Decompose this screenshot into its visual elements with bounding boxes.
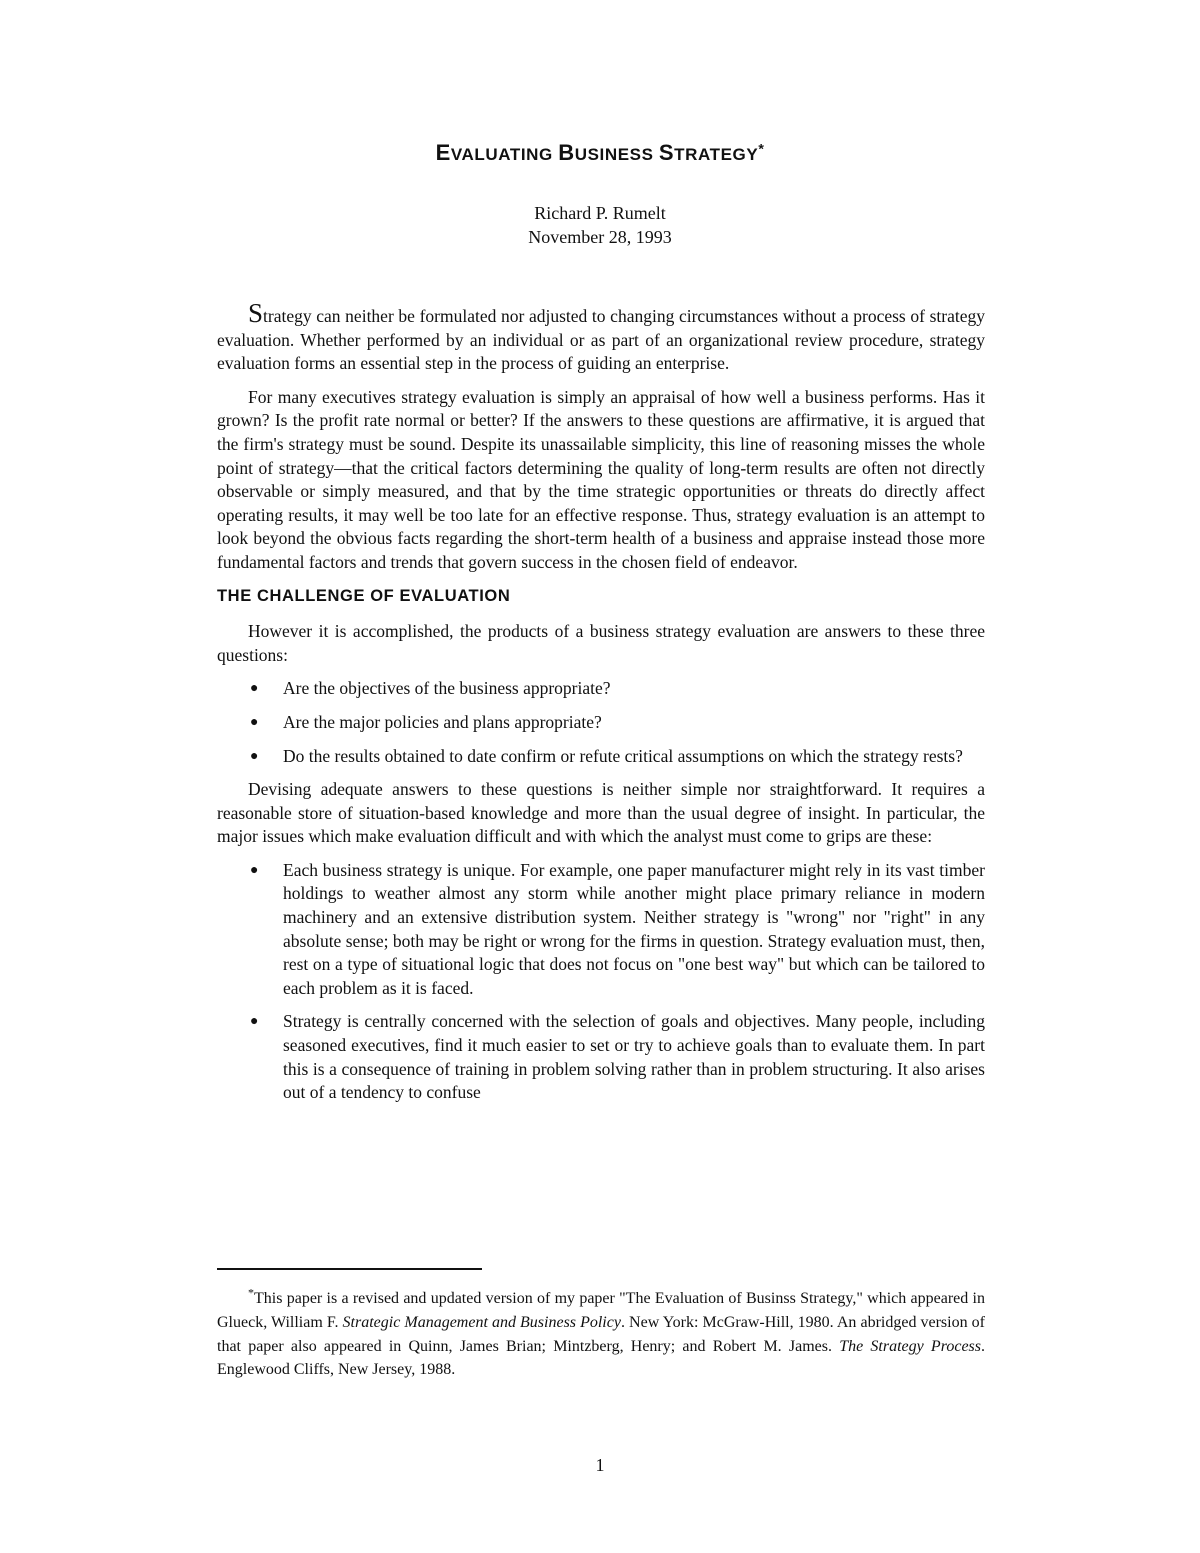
section-paragraph-1: However it is accomplished, the products of a business strategy evaluation are answers to these three questions: — [217, 621, 985, 665]
issues-list — [217, 859, 985, 1105]
list-item — [217, 677, 985, 701]
intro-paragraph-1 — [217, 300, 985, 376]
page-number: 1 — [595, 1455, 605, 1475]
footnote-marker: * — [248, 1285, 254, 1300]
body-text — [217, 300, 985, 1115]
title-cap-2: B — [558, 140, 575, 165]
bullet-icon: ● — [250, 862, 259, 878]
list-item-text: Are the objectives of the business appropriate? — [283, 678, 611, 699]
intro-paragraph-1-text: trategy can neither be formulated nor adjusted to changing circumstances without a process of strategy evaluation. Whether performed by an individual or as part of an organizational review procedure, strategy evaluation forms an essential step in the process of guiding an enterprise. — [217, 306, 985, 374]
footnote-book-title-2: The Strategy Process — [839, 1337, 981, 1355]
footnote — [217, 1287, 985, 1382]
footnote-divider — [217, 1268, 482, 1270]
list-item — [217, 1010, 985, 1104]
footnote-book-title-1: Strategic Management and Business Policy — [342, 1313, 621, 1331]
title-word-2: USINESS — [574, 145, 659, 164]
footnote-text-1: This paper is a revised and updated version of my paper "The Evaluation of Businss Strategy," which appeared in Glueck, William F. — [217, 1290, 985, 1331]
list-item-text: Do the results obtained to date confirm or refute critical assumptions on which the strategy rests? — [283, 745, 963, 766]
list-item — [217, 711, 985, 735]
list-item — [217, 859, 985, 1001]
drop-cap: S — [248, 298, 264, 328]
title-word-1: VALUATING — [450, 145, 559, 164]
bullet-icon: ● — [250, 681, 259, 697]
footnote-text-2: . New York: McGraw-Hill, 1980. An abridged version of that paper also appeared in Quinn, James Brian; Mintzberg, Henry; and Robert M. James. — [217, 1313, 986, 1355]
title-footnote-marker: * — [758, 141, 765, 158]
author-name: Richard P. Rumelt — [534, 203, 666, 223]
list-item — [217, 745, 985, 769]
bullet-icon: ● — [250, 714, 259, 730]
bullet-icon: ● — [250, 748, 259, 764]
intro-paragraph-2: For many executives strategy evaluation is simply an appraisal of how well a business performs. Has it grown? Is the profit rate normal or better? If the answers to these questions are affirmative, it is argued that the firm's strategy must be sound. Despite its unassailable simplicity, this line of reasoning misses the whole point of strategy—that the critical factors determining the quality of long-term results are often not directly observable or simply measured, and that by the time strategic opportunities or threats do directly affect operating results, it may well be too late for an effective response. Thus, strategy evaluation is an attempt to look beyond the obvious facts regarding the short-term health of a business and appraise instead those more fundamental factors and trends that govern success in the chosen field of endeavor. — [217, 386, 985, 572]
bullet-icon: ● — [250, 1014, 259, 1030]
publication-date: November 28, 1993 — [528, 227, 672, 247]
section-heading: THE CHALLENGE OF EVALUATION — [217, 586, 511, 605]
page-title — [0, 140, 1200, 166]
footnote-text-3: . Englewood Cliffs, New Jersey, 1988. — [217, 1337, 985, 1379]
list-item-text: Are the major policies and plans appropriate? — [283, 711, 602, 732]
title-word-3: TRATEGY — [674, 145, 759, 164]
title-cap-1: E — [435, 140, 451, 165]
questions-list — [217, 677, 985, 768]
title-cap-3: S — [658, 140, 675, 165]
list-item-text: Each business strategy is unique. For example, one paper manufacturer might rely in its vast timber holdings to weather almost any storm while another might place primary reliance in modern machinery and an extensive distribution system. Neither strategy is "wrong" nor "right" in any absolute sense; both may be right or wrong for the firms in question. Strategy evaluation must, then, rest on a type of situational logic that does not focus on "one best way" but which can be tailored to each problem as it is faced. — [283, 859, 985, 998]
section-paragraph-2: Devising adequate answers to these questions is neither simple nor straightforward. It requires a reasonable store of situation-based knowledge and more than the usual degree of insight. In particular, the major issues which make evaluation difficult and with which the analyst must come to grips are these: — [217, 779, 985, 847]
list-item-text: Strategy is centrally concerned with the selection of goals and objectives. Many people, including seasoned executives, find it much easier to set or try to achieve goals than to evaluate them. In part this is a consequence of training in problem solving rather than in problem structuring. It also arises out of a tendency to confuse — [283, 1011, 985, 1103]
